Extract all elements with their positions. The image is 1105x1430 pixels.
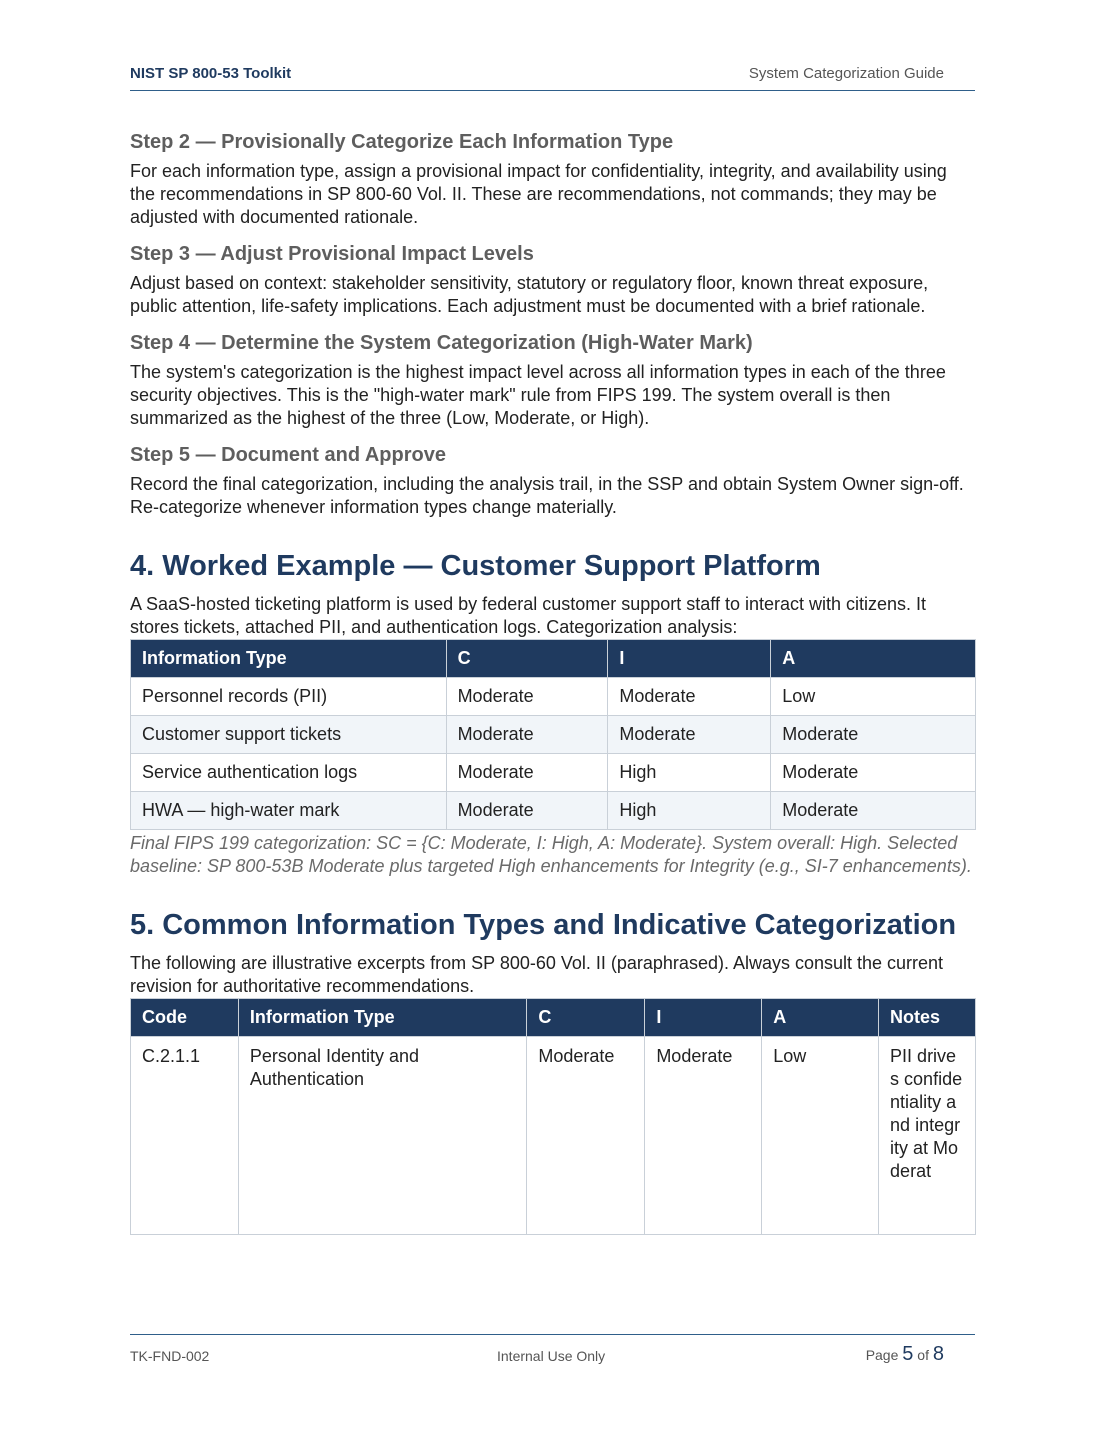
cell-type: Service authentication logs bbox=[131, 754, 447, 792]
of-label: of bbox=[917, 1347, 929, 1363]
cell-c: Moderate bbox=[446, 754, 608, 792]
header-subtitle: System Categorization Guide bbox=[748, 65, 944, 82]
information-types-table bbox=[130, 998, 976, 1235]
table-row bbox=[131, 1037, 976, 1235]
section-5-title: 5. Common Information Types and Indicative Categorization bbox=[130, 909, 957, 941]
step-5-heading: Step 5 — Document and Approve bbox=[130, 444, 446, 466]
cell-type: HWA — high-water mark bbox=[131, 792, 447, 830]
cell-a: Moderate bbox=[771, 754, 976, 792]
cell-i: Moderate bbox=[608, 716, 771, 754]
cell-notes: PII drives confidentiality and integrity at Moderat bbox=[879, 1037, 976, 1235]
step-4-body: The system's categorization is the highest impact level across all information types in each of the three security objectives. This is the "high-water mark" rule from FIPS 199. The system overall is then summarized as the highest of the three (Low, Moderate, or High). bbox=[130, 362, 946, 428]
step-3-heading: Step 3 — Adjust Provisional Impact Levels bbox=[130, 243, 534, 265]
cell-code: C.2.1.1 bbox=[131, 1037, 239, 1235]
worked-example-table bbox=[130, 639, 976, 830]
table-row bbox=[131, 792, 976, 830]
col-c: C bbox=[527, 999, 645, 1037]
table-header-row bbox=[131, 999, 976, 1037]
col-a: A bbox=[762, 999, 879, 1037]
col-c: C bbox=[446, 640, 608, 678]
page-current: 5 bbox=[902, 1343, 914, 1365]
cell-type: Personnel records (PII) bbox=[131, 678, 447, 716]
header-title: NIST SP 800-53 Toolkit bbox=[130, 65, 292, 82]
cell-i: Moderate bbox=[645, 1037, 762, 1235]
cell-i: High bbox=[608, 792, 771, 830]
section-4-title: 4. Worked Example — Customer Support Platform bbox=[130, 550, 821, 582]
table-caption: Final FIPS 199 categorization: SC = {C: Moderate, I: High, A: Moderate}. System overall: High. Selected baseline: SP 800-53B Moderate plus targeted High enhancements for Integrity (e.g., SI-7 enhancements). bbox=[130, 833, 972, 876]
cell-i: High bbox=[608, 754, 771, 792]
step-4-heading: Step 4 — Determine the System Categorization (High-Water Mark) bbox=[130, 332, 753, 354]
cell-c: Moderate bbox=[527, 1037, 645, 1235]
page-total: 8 bbox=[932, 1343, 944, 1365]
col-a: A bbox=[771, 640, 976, 678]
section-4-intro: A SaaS-hosted ticketing platform is used by federal customer support staff to interact with citizens. It stores tickets, attached PII, and authentication logs. Categorization analysis: bbox=[130, 594, 927, 637]
page-header bbox=[130, 64, 975, 91]
page-number bbox=[866, 1343, 944, 1366]
step-5-body: Record the final categorization, including the analysis trail, in the SSP and obtain System Owner sign-off. Re-categorize whenever information types change materially. bbox=[130, 474, 964, 517]
classification-label: Internal Use Only bbox=[497, 1348, 606, 1364]
col-code: Code bbox=[131, 999, 239, 1037]
table-header-row bbox=[131, 640, 976, 678]
page-content bbox=[130, 131, 975, 1235]
step-3-body: Adjust based on context: stakeholder sensitivity, statutory or regulatory floor, known threat exposure, public attention, life-safety implications. Each adjustment must be documented with a brief rationale. bbox=[130, 273, 929, 316]
table-row bbox=[131, 716, 976, 754]
col-i: I bbox=[608, 640, 771, 678]
cell-type: Customer support tickets bbox=[131, 716, 447, 754]
table-row bbox=[131, 678, 976, 716]
cell-a: Moderate bbox=[771, 716, 976, 754]
cell-a: Low bbox=[771, 678, 976, 716]
cell-i: Moderate bbox=[608, 678, 771, 716]
cell-a: Moderate bbox=[771, 792, 976, 830]
page-footer bbox=[130, 1334, 975, 1365]
col-notes: Notes bbox=[879, 999, 976, 1037]
section-5-intro: The following are illustrative excerpts from SP 800-60 Vol. II (paraphrased). Always consult the current revision for authoritative recommendations. bbox=[130, 953, 944, 996]
cell-c: Moderate bbox=[446, 792, 608, 830]
cell-a: Low bbox=[762, 1037, 879, 1235]
document-id: TK-FND-002 bbox=[130, 1348, 210, 1364]
cell-c: Moderate bbox=[446, 678, 608, 716]
step-2-body: For each information type, assign a provisional impact for confidentiality, integrity, and availability using the recommendations in SP 800-60 Vol. II. These are recommendations, not commands; they may be adjusted with documented rationale. bbox=[130, 161, 947, 227]
cell-c: Moderate bbox=[446, 716, 608, 754]
col-information-type: Information Type bbox=[238, 999, 526, 1037]
table-row bbox=[131, 754, 976, 792]
col-i: I bbox=[645, 999, 762, 1037]
col-information-type: Information Type bbox=[131, 640, 447, 678]
cell-type: Personal Identity and Authentication bbox=[238, 1037, 526, 1235]
page-label: Page bbox=[865, 1347, 899, 1363]
step-2-heading: Step 2 — Provisionally Categorize Each Information Type bbox=[130, 131, 674, 153]
